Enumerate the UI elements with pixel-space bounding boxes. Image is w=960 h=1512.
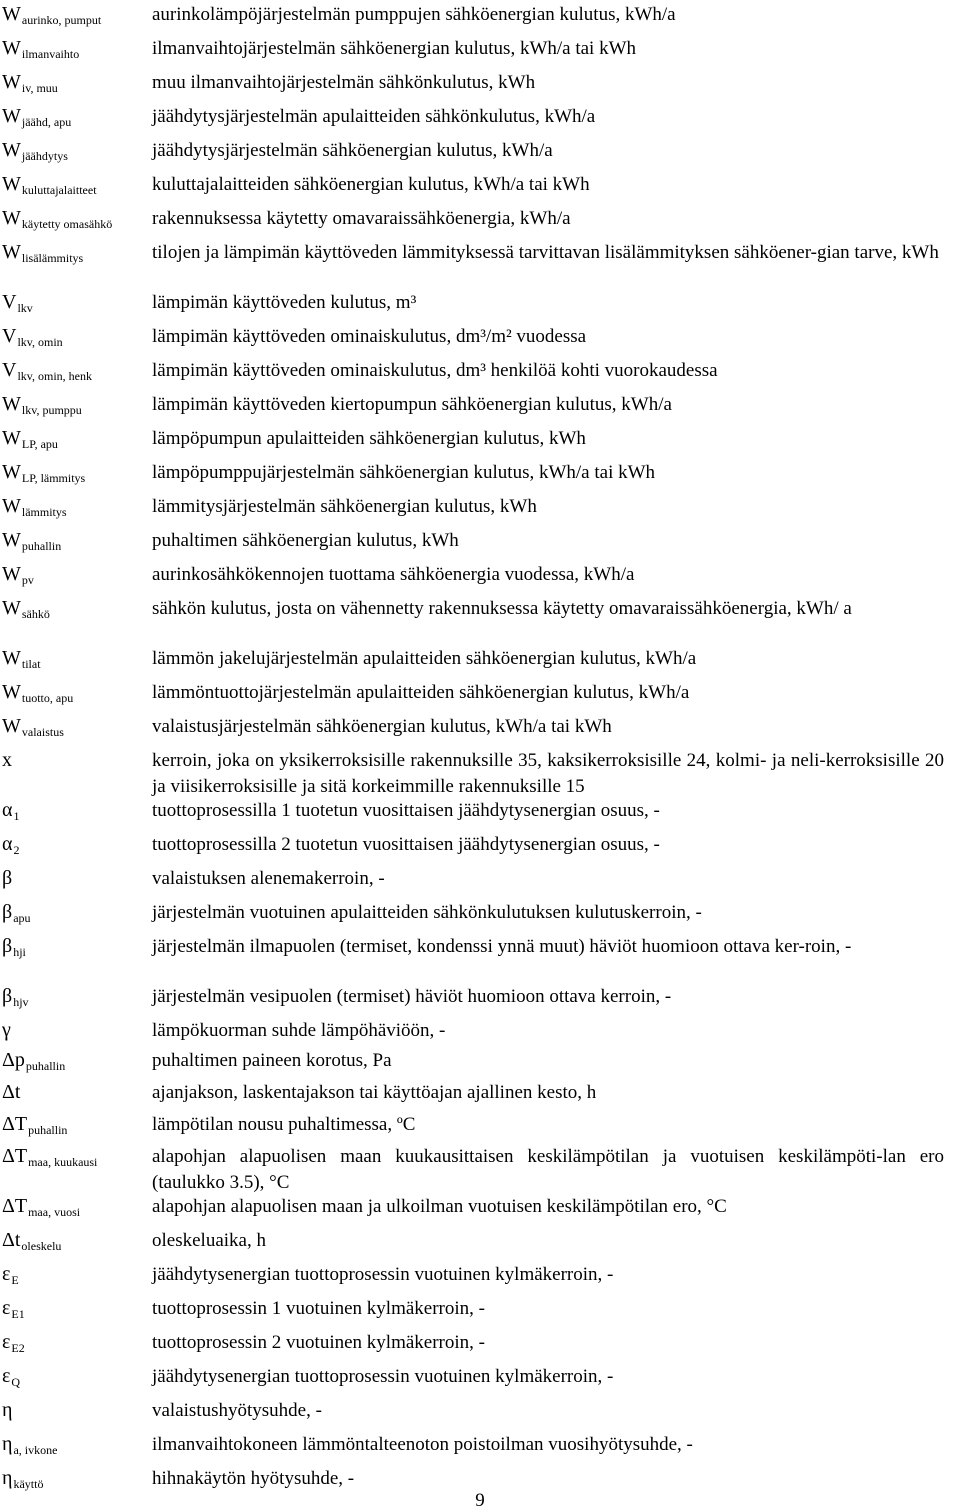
symbol-description: lämpimän käyttöveden kiertopumpun sähköenergian kulutus, kWh/a	[152, 394, 672, 415]
symbol-subscript: LP, lämmitys	[21, 471, 86, 485]
symbol-subscript: hji	[13, 945, 26, 959]
symbol-description: hihnakäytön hyötysuhde, -	[152, 1468, 355, 1489]
symbol-subscript: E	[11, 1273, 19, 1287]
symbol	[2, 798, 19, 824]
symbol-subscript: maa, vuosi	[28, 1205, 81, 1219]
symbol	[2, 562, 34, 588]
symbol-base: W	[2, 393, 21, 415]
symbol	[2, 36, 79, 62]
symbol-base: W	[2, 495, 21, 517]
symbol-base: W	[2, 461, 21, 483]
symbol-subscript: käytetty omasähkö	[21, 217, 113, 231]
symbol-description: puhaltimen sähköenergian kulutus, kWh	[152, 530, 459, 551]
symbol	[2, 1080, 20, 1104]
symbol-base: x	[2, 749, 12, 771]
symbol-subscript: 1	[13, 809, 20, 823]
symbol-description: jäähdytysjärjestelmän sähköenergian kulutus, kWh/a	[152, 140, 553, 161]
symbol-subscript: Q	[11, 1375, 21, 1389]
symbol-base: η	[2, 1433, 13, 1455]
symbol-base: ΔT	[2, 1145, 28, 1167]
symbol-base: W	[2, 529, 21, 551]
symbol-base: γ	[2, 1019, 11, 1041]
symbol-subscript: käyttö	[13, 1477, 44, 1491]
symbol	[2, 460, 85, 486]
symbol	[2, 206, 112, 232]
symbol	[2, 1364, 20, 1390]
symbol-base: Δt	[2, 1229, 21, 1251]
symbol-description: lämmitysjärjestelmän sähköenergian kulutus, kWh	[152, 496, 537, 517]
symbol-description: puhaltimen paineen korotus, Pa	[152, 1050, 392, 1071]
symbol-subscript: E1	[11, 1307, 25, 1321]
symbol-base: W	[2, 563, 21, 585]
symbol	[2, 1262, 19, 1288]
symbol-base: V	[2, 291, 17, 313]
symbol-subscript: maa, kuukausi	[28, 1155, 98, 1169]
symbol-description: kerroin, joka on yksikerroksisille rakennuksille 35, kaksikerroksisille 24, kolmi- ja neli-kerroksisille 20 ja viisikerroksisille ja sitä korkeimmille rakennuksille 15	[152, 750, 944, 797]
symbol-base: V	[2, 359, 17, 381]
symbol	[2, 1466, 43, 1492]
symbol-description: tuottoprosessilla 1 tuotetun vuosittaisen jäähdytysenergian osuus, -	[152, 800, 660, 821]
symbol-description: oleskeluaika, h	[152, 1230, 266, 1251]
symbol-description: valaistushyötysuhde, -	[152, 1400, 322, 1421]
symbol-base: β	[2, 935, 13, 957]
symbol	[2, 934, 26, 960]
symbol-subscript: aurinko, pumput	[21, 13, 102, 27]
symbol-base: ε	[2, 1263, 11, 1285]
symbol-base: α	[2, 833, 13, 855]
symbol-description: lämpöpumpun apulaitteiden sähköenergian kulutus, kWh	[152, 428, 586, 449]
symbol-subscript: tilat	[21, 657, 41, 671]
symbol	[2, 714, 64, 740]
symbol-subscript: tuotto, apu	[21, 691, 74, 705]
symbol-subscript: ilmanvaihto	[21, 47, 80, 61]
symbol-subscript: lkv, omin	[17, 335, 63, 349]
symbol	[2, 646, 41, 672]
symbol	[2, 900, 31, 926]
symbol-base: W	[2, 681, 21, 703]
symbol-description: lämpimän käyttöveden ominaiskulutus, dm³ henkilöä kohti vuorokaudessa	[152, 360, 718, 381]
symbol-subscript: hjv	[13, 995, 29, 1009]
symbol	[2, 1018, 11, 1042]
symbol-description: lämpimän käyttöveden ominaiskulutus, dm³/m² vuodessa	[152, 326, 587, 347]
symbol-description: tilojen ja lämpimän käyttöveden lämmityksessä tarvittavan lisälämmityksen sähköener-gian tarve, kWh	[152, 242, 939, 263]
symbol-base: ε	[2, 1297, 11, 1319]
symbol-description: sähkön kulutus, josta on vähennetty rakennuksessa käytetty omavaraissähköenergia, kWh/ a	[152, 598, 852, 619]
symbol	[2, 324, 63, 350]
symbol-base: ΔT	[2, 1113, 28, 1135]
symbol	[2, 138, 68, 164]
symbol-base: W	[2, 105, 21, 127]
symbol-description: valaistusjärjestelmän sähköenergian kulutus, kWh/a tai kWh	[152, 716, 612, 737]
symbol-subscript: jäähd, apu	[21, 115, 72, 129]
symbol-description: jäähdytysenergian tuottoprosessin vuotuinen kylmäkerroin, -	[152, 1366, 614, 1387]
symbol-subscript: oleskelu	[21, 1239, 62, 1253]
symbol-description: aurinkolämpöjärjestelmän pumppujen sähköenergian kulutus, kWh/a	[152, 4, 676, 25]
symbol	[2, 70, 58, 96]
symbol-base: W	[2, 207, 21, 229]
symbol-base: W	[2, 71, 21, 93]
symbol	[2, 866, 12, 890]
symbol-description: alapohjan alapuolisen maan kuukausittaisen keskilämpötilan ja vuotuisen keskilämpöti-lan ero (taulukko 3.5), °C	[152, 1146, 944, 1193]
symbol-description: ajanjakson, laskentajakson tai käyttöajan ajallinen kesto, h	[152, 1082, 597, 1103]
symbol-subscript: jäähdytys	[21, 149, 68, 163]
symbol-subscript: puhallin	[21, 539, 62, 553]
symbol-description: tuottoprosessin 1 vuotuinen kylmäkerroin, -	[152, 1298, 485, 1319]
symbol	[2, 240, 83, 266]
symbol-description: muu ilmanvaihtojärjestelmän sähkönkulutus, kWh	[152, 72, 536, 93]
symbol	[2, 290, 33, 316]
symbol-base: β	[2, 901, 13, 923]
symbol-description: tuottoprosessilla 2 tuotetun vuosittaisen jäähdytysenergian osuus, -	[152, 834, 660, 855]
symbol	[2, 172, 97, 198]
symbol-base: η	[2, 1399, 13, 1421]
symbol	[2, 1228, 61, 1254]
symbol-base: β	[2, 985, 13, 1007]
symbol-subscript: a, ivkone	[13, 1443, 58, 1457]
symbol-description: kuluttajalaitteiden sähköenergian kulutus, kWh/a tai kWh	[152, 174, 590, 195]
symbol-subscript: puhallin	[25, 1059, 66, 1073]
symbol-subscript: valaistus	[21, 725, 64, 739]
symbol-description: järjestelmän vesipuolen (termiset) häviöt huomioon ottava kerroin, -	[152, 986, 672, 1007]
symbol-description: rakennuksessa käytetty omavaraissähköenergia, kWh/a	[152, 208, 571, 229]
symbol-base: W	[2, 173, 21, 195]
symbol-description: jäähdytysjärjestelmän apulaitteiden sähkönkulutus, kWh/a	[152, 106, 596, 127]
symbol-base: W	[2, 37, 21, 59]
symbol	[2, 358, 92, 384]
symbol	[2, 596, 50, 622]
symbol-subscript: pv	[21, 573, 34, 587]
symbol	[2, 2, 101, 28]
symbol-base: η	[2, 1467, 13, 1489]
symbol-base: W	[2, 647, 21, 669]
symbol-base: Δt	[2, 1081, 21, 1103]
symbol-description: järjestelmän vuotuinen apulaitteiden sähkönkulutuksen kulutuskerroin, -	[152, 902, 702, 923]
symbol-description: valaistuksen alenemakerroin, -	[152, 868, 385, 889]
symbol-subscript: 2	[13, 843, 20, 857]
symbol-subscript: lkv	[17, 301, 33, 315]
symbol-description: lämmöntuottojärjestelmän apulaitteiden sähköenergian kulutus, kWh/a	[152, 682, 690, 703]
symbol	[2, 832, 19, 858]
symbol-base: ε	[2, 1331, 11, 1353]
symbol-description: ilmanvaihtokoneen lämmöntalteenoton poistoilman vuosihyötysuhde, -	[152, 1434, 693, 1455]
symbol	[2, 1048, 65, 1074]
symbol	[2, 1330, 25, 1356]
symbol-base: W	[2, 241, 21, 263]
symbol	[2, 748, 12, 772]
symbol-subscript: puhallin	[28, 1123, 68, 1137]
symbol-subscript: iv, muu	[21, 81, 58, 95]
symbol-description: alapohjan alapuolisen maan ja ulkoilman vuotuisen keskilämpötilan ero, °C	[152, 1196, 727, 1217]
symbol-base: ε	[2, 1365, 11, 1387]
symbol	[2, 528, 61, 554]
symbol-base: V	[2, 325, 17, 347]
symbol-base: ΔT	[2, 1195, 28, 1217]
symbol	[2, 1296, 25, 1322]
symbol	[2, 984, 29, 1010]
symbol-subscript: lkv, omin, henk	[17, 369, 93, 383]
symbol-base: W	[2, 597, 21, 619]
symbol	[2, 104, 71, 130]
symbol	[2, 426, 58, 452]
symbol-base: W	[2, 427, 21, 449]
symbol-base: β	[2, 867, 13, 889]
symbol	[2, 1112, 67, 1138]
symbol-base: W	[2, 3, 21, 25]
symbol	[2, 1432, 57, 1458]
symbol	[2, 494, 67, 520]
symbol-description: lämpötilan nousu puhaltimessa, ºC	[152, 1114, 416, 1135]
symbol-base: W	[2, 139, 21, 161]
symbol	[2, 1398, 12, 1422]
symbol-base: W	[2, 715, 21, 737]
symbol-base: Δp	[2, 1049, 25, 1071]
symbol-description: lämpöpumppujärjestelmän sähköenergian kulutus, kWh/a tai kWh	[152, 462, 656, 483]
symbol-description: jäähdytysenergian tuottoprosessin vuotuinen kylmäkerroin, -	[152, 1264, 614, 1285]
symbol	[2, 1194, 80, 1220]
symbol	[2, 680, 73, 706]
symbol-subscript: E2	[11, 1341, 25, 1355]
symbol-subscript: apu	[13, 911, 31, 925]
symbol-description: järjestelmän ilmapuolen (termiset, kondenssi ynnä muut) häviöt huomioon ottava ker-roin, -	[152, 936, 852, 957]
symbol-subscript: LP, apu	[21, 437, 58, 451]
symbol-subscript: kuluttajalaitteet	[21, 183, 97, 197]
symbol-base: α	[2, 799, 13, 821]
symbol-subscript: sähkö	[21, 607, 50, 621]
symbol-description: lämpökuorman suhde lämpöhäviöön, -	[152, 1020, 446, 1041]
symbol-description: lämpimän käyttöveden kulutus, m³	[152, 292, 417, 313]
symbol-subscript: lkv, pumppu	[21, 403, 82, 417]
symbol-subscript: lämmitys	[21, 505, 67, 519]
symbol-description: ilmanvaihtojärjestelmän sähköenergian kulutus, kWh/a tai kWh	[152, 38, 637, 59]
page-number: 9	[475, 1490, 485, 1511]
symbol-description: aurinkosähkökennojen tuottama sähköenergia vuodessa, kWh/a	[152, 564, 635, 585]
symbol	[2, 392, 82, 418]
symbol-description: lämmön jakelujärjestelmän apulaitteiden sähköenergian kulutus, kWh/a	[152, 648, 697, 669]
symbol	[2, 1144, 97, 1170]
symbol-subscript: lisälämmitys	[21, 251, 84, 265]
symbol-description: tuottoprosessin 2 vuotuinen kylmäkerroin, -	[152, 1332, 485, 1353]
